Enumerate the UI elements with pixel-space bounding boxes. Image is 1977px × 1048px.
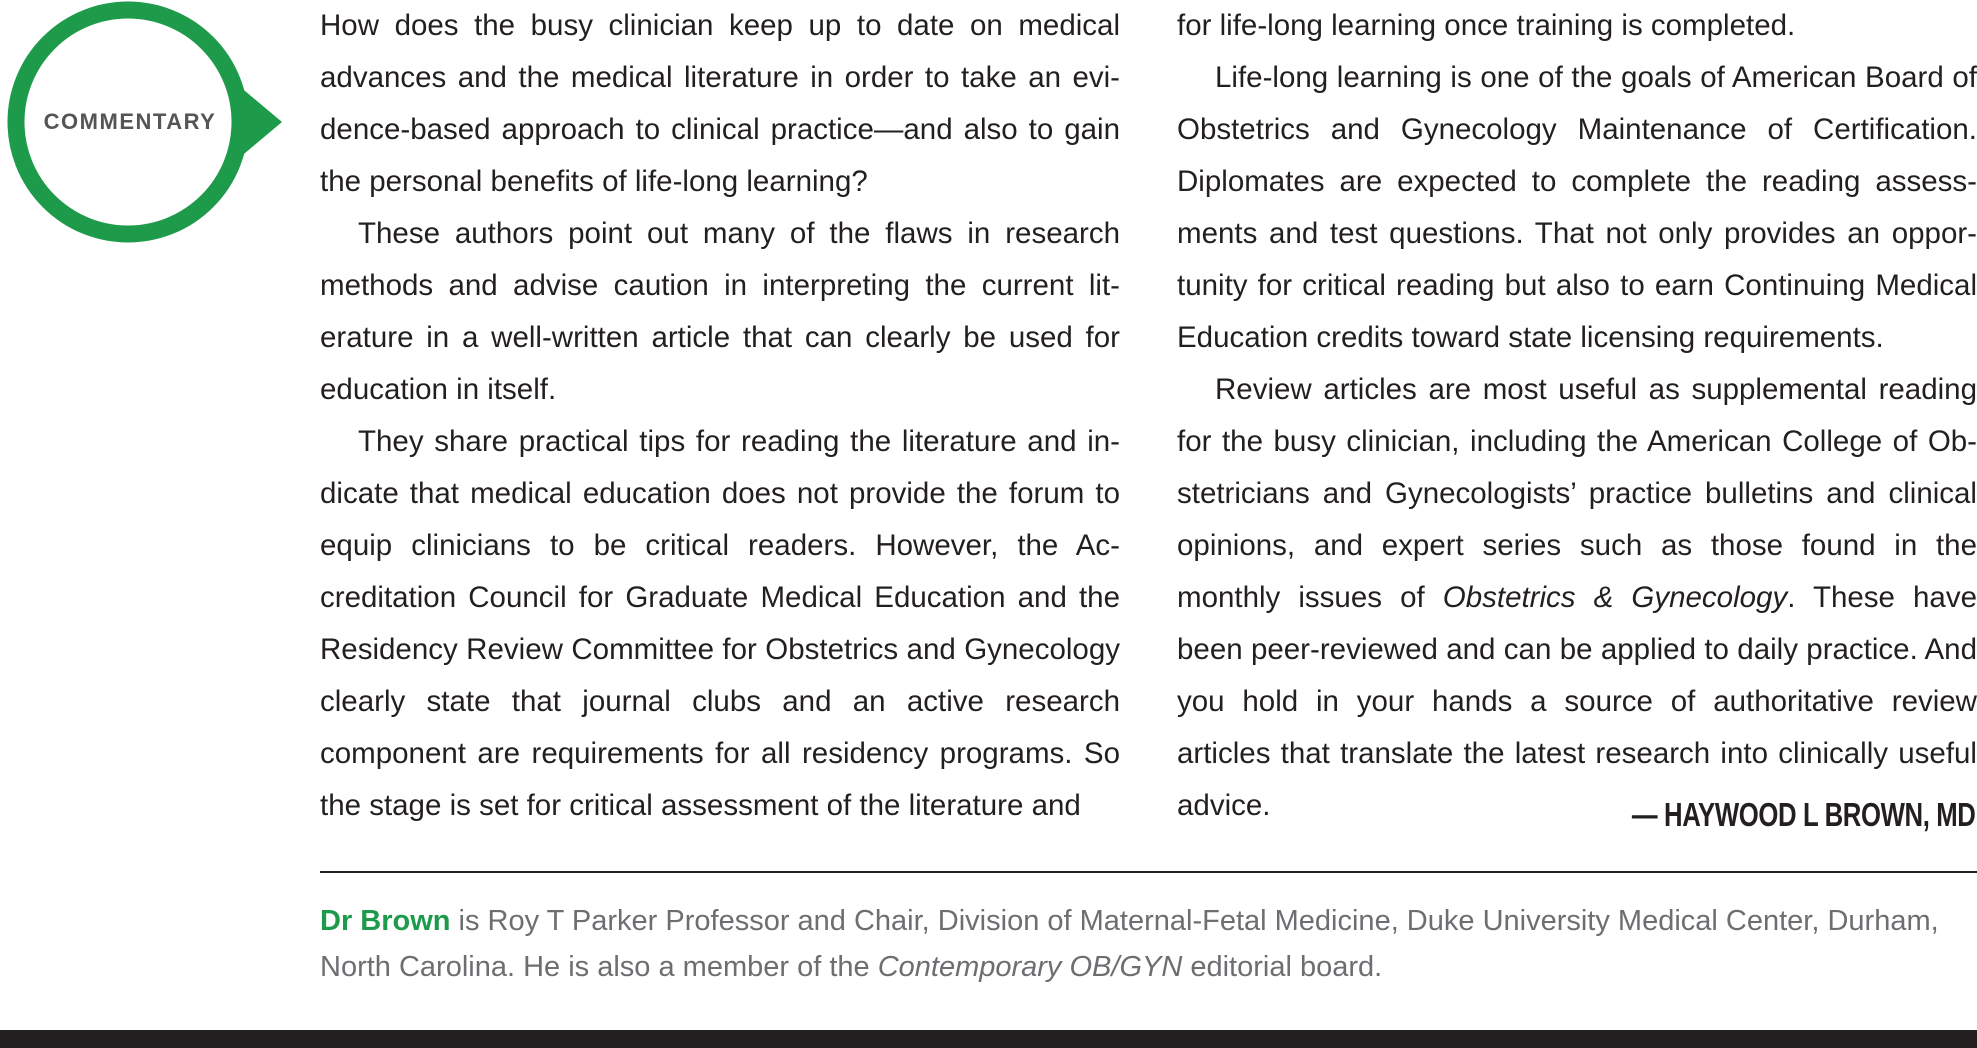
article-column-left xyxy=(320,0,1120,832)
journal-title: Obstetrics & Gynecology xyxy=(1442,581,1788,614)
paragraph-1: How does the busy clinician keep up to date on medical advances and the medical literature in order to take an evidence-based approach to clinical practice—and also to gain the personal benefits of life-long learning? xyxy=(320,9,1120,198)
footer-bar xyxy=(0,1030,1977,1048)
divider-rule xyxy=(320,871,1977,873)
paragraph-4: Life-long learning is one of the goals of American Board of Obstetrics and Gynecology Maintenance of Certification. Diplomates are expected to complete the reading assessments and test questions. That not only provides an opportunity for critical reading but also to earn Continuing Medical Education credits toward state licensing requirements. xyxy=(1177,61,1977,354)
paragraph-2: These authors point out many of the flaws in research methods and advise caution in interpreting the current literature in a well-written article that can clearly be used for education in itself. xyxy=(320,217,1120,406)
bio-author-name: Dr Brown xyxy=(320,905,451,937)
author-signature: — HAYWOOD L BROWN, MD xyxy=(1631,796,1975,833)
bio-text-after: editorial board. xyxy=(1182,951,1383,983)
commentary-badge xyxy=(4,0,294,250)
author-bio xyxy=(320,898,1977,990)
bio-text-before: is Roy T Parker Professor and Chair, Division of Maternal-Fetal Medicine, Duke University Medical Center, Durham, North Carolina. He is also a member of the xyxy=(320,905,1939,983)
paragraph-3-continued: for life-long learning once training is completed. xyxy=(1177,9,1796,42)
article-column-right xyxy=(1177,0,1977,832)
paragraph-3: They share practical tips for reading the literature and indicate that medical education does not provide the forum to equip clinicians to be critical readers. However, the Accreditation Council for Graduate Medical Education and the Residency Review Committee for Obstetrics and Gynecology clearly state that journal clubs and an active research component are requirements for all residency programs. So the stage is set for critical assessment of the literature and xyxy=(320,425,1120,822)
paragraph-5-text-before: Review articles are most useful as supplemental reading for the busy clinician, including the American College of Obstetricians and Gynecologists’ practice bulletins and clinical opinions, and expert series such as those found in the monthly issues of xyxy=(1177,373,1977,614)
paragraph-5 xyxy=(1177,364,1977,832)
paragraph-5-text-after: . These have been peer-reviewed and can be applied to daily practice. And you hold in your hands a source of authoritative review articles that translate the latest research into clinically useful advice. xyxy=(1177,581,1977,822)
badge-label: COMMENTARY xyxy=(43,109,217,134)
bio-publication: Contemporary OB/GYN xyxy=(877,951,1183,983)
